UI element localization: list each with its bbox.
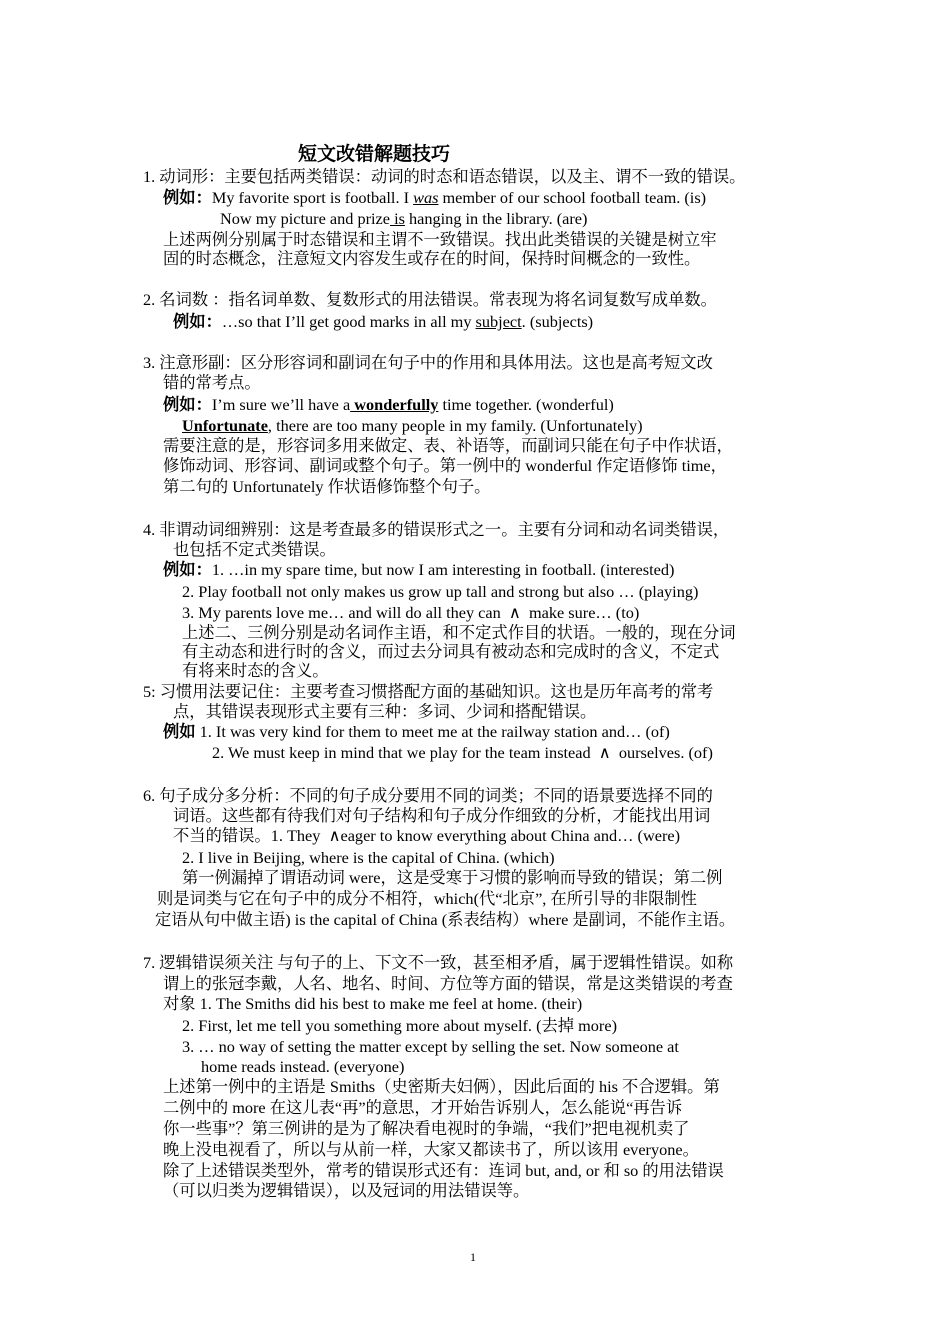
- section-3-explanation: 第二句的 Unfortunately 作状语修饰整个句子。: [163, 477, 491, 496]
- section-5-example-1: [163, 722, 670, 742]
- section-3-explanation: 需要注意的是，形容词多用来做定、表、补语等，而副词只能在句子中作状语，: [163, 436, 733, 455]
- section-1-example-2: [220, 209, 587, 229]
- section-4-example-3: 3. My parents love me… and will do all they can ∧ make sure… (to): [182, 603, 640, 622]
- example-label: 例如: [163, 722, 196, 741]
- example-label: 例如：: [163, 560, 212, 579]
- section-4-heading: 4. 非谓动词细辨别：这是考查最多的错误形式之一。主要有分词和动名词类错误，: [143, 520, 730, 539]
- section-2-example: [173, 312, 593, 332]
- example-text: 1. …in my spare time, but now I am interesting in football. (interested): [211, 560, 675, 579]
- section-6-heading: 不当的错误。1. They ∧eager to know everything about China and… (were): [173, 826, 681, 845]
- error-word: was: [413, 188, 439, 207]
- page-number: 1: [470, 1250, 476, 1264]
- example-text: …so that I’ll get good marks in all my: [221, 312, 476, 331]
- section-4-example-1: [163, 560, 674, 580]
- error-word: wonderfully: [350, 395, 439, 414]
- example-text: member of our school football team. (is): [438, 188, 707, 207]
- example-label: 例如：: [163, 188, 212, 207]
- section-7-explanation: 除了上述错误类型外，常考的错误形式还有：连词 but, and, or 和 so 的用法错误: [163, 1161, 724, 1180]
- section-6-explanation: 则是词类与它在句子中的成分不相符，which(代“北京”, 在所引导的非限制性: [157, 889, 697, 908]
- section-1-heading: 1. 动词形：主要包括两类错误：动词的时态和语态错误，以及主、谓不一致的错误。: [143, 167, 746, 186]
- section-4-example-2: 2. Play football not only makes us grow up tall and strong but also … (playing): [182, 582, 699, 601]
- example-text: My favorite sport is football. I: [211, 188, 414, 207]
- section-4-heading: 也包括不定式类错误。: [173, 540, 336, 559]
- example-text: time together. (wonderful): [438, 395, 614, 414]
- section-6-heading: 词语。这些都有待我们对句子结构和句子成分作细致的分析，才能找出用词: [173, 806, 711, 825]
- section-7-explanation: 二例中的 more 在这儿表“再”的意思，才开始告诉别人，怎么能说“再告诉: [163, 1098, 683, 1117]
- example-label: 例如：: [173, 312, 222, 331]
- error-word: Unfortunate: [182, 416, 268, 435]
- example-label: 例如：: [163, 395, 212, 414]
- section-7-explanation: 晚上没电视看了，所以与从前一样，大家又都读书了，所以该用 everyone。: [163, 1140, 699, 1159]
- section-3-heading: 3. 注意形副：区分形容词和副词在句子中的作用和具体用法。这也是高考短文改: [143, 353, 713, 372]
- section-3-explanation: 修饰动词、形容词、副词或整个句子。第一例中的 wonderful 作定语修饰 time，: [163, 456, 727, 475]
- section-6-heading: 6. 句子成分多分析：不同的句子成分要用不同的词类；不同的语景要选择不同的: [143, 786, 713, 805]
- section-7-explanation: 上述第一例中的主语是 Smiths（史密斯夫妇俩），因此后面的 his 不合逻辑。第: [163, 1077, 720, 1096]
- section-3-example-2: [182, 416, 643, 436]
- section-7-example-2: 2. First, let me tell you something more about myself. (去掉 more): [182, 1016, 617, 1035]
- section-5-heading: 5: 习惯用法要记住：主要考查习惯搭配方面的基础知识。这也是历年高考的常考: [143, 682, 714, 701]
- section-7-heading: 7. 逻辑错误须关注 与句子的上、下文不一致，甚至相矛盾，属于逻辑性错误。如称: [143, 953, 734, 972]
- section-6-explanation: 第一例漏掉了谓语动词 were，这是受寒于习惯的影响而导致的错误；第二例: [182, 868, 723, 887]
- error-word: is: [390, 209, 405, 228]
- section-3-heading: 错的常考点。: [163, 373, 261, 392]
- section-7-explanation: （可以归类为逻辑错误），以及冠词的用法错误等。: [163, 1181, 530, 1200]
- section-3-example-1: [163, 395, 614, 415]
- section-4-explanation: 有将来时态的含义。: [182, 661, 329, 680]
- example-text: I’m sure we’ll have a: [211, 395, 351, 414]
- section-2-heading: 2. 名词数 ：指名词单数、复数形式的用法错误。常表现为将名词复数写成单数。: [143, 290, 717, 309]
- example-text: . (subjects): [521, 312, 594, 331]
- section-6-example-2: 2. I live in Beijing, where is the capital of China. (which): [182, 848, 555, 867]
- section-7-example-3: home reads instead. (everyone): [201, 1057, 405, 1076]
- section-7-heading: 对象 1. The Smiths did his best to make me feel at home. (their): [163, 994, 583, 1013]
- section-1-explanation: 固的时态概念，注意短文内容发生或存在的时间，保持时间概念的一致性。: [163, 249, 701, 268]
- section-6-explanation: 定语从句中做主语) is the capital of China (系表结构）where 是副词，不能作主语。: [155, 910, 736, 929]
- error-word: subject: [475, 312, 522, 331]
- section-1-example-1: [163, 188, 706, 208]
- section-7-example-3: 3. … no way of setting the matter except by selling the set. Now someone at: [182, 1037, 679, 1056]
- example-text: 1. It was very kind for them to meet me at the railway station and… (of): [195, 722, 670, 741]
- section-4-explanation: 有主动态和进行时的含义，而过去分词具有被动态和完成时的含义，不定式: [182, 642, 720, 661]
- section-7-heading: 谓上的张冠李戴，人名、地名、时间、方位等方面的错误，常是这类错误的考查: [163, 974, 733, 993]
- example-text: Now my picture and prize: [220, 209, 390, 228]
- section-7-explanation: 你一些事”？第三例讲的是为了解决看电视时的争端，“我们”把电视机卖了: [163, 1119, 690, 1138]
- section-5-example-2: 2. We must keep in mind that we play for the team instead ∧ ourselves. (of): [212, 743, 713, 762]
- page-title: 短文改错解题技巧: [298, 144, 451, 165]
- example-text: hanging in the library. (are): [404, 209, 588, 228]
- section-5-heading: 点，其错误表现形式主要有三种：多词、少词和搭配错误。: [173, 702, 597, 721]
- example-text: , there are too many people in my family. (Unfortunately): [267, 416, 643, 435]
- section-1-explanation: 上述两例分别属于时态错误和主谓不一致错误。找出此类错误的关键是树立牢: [163, 230, 717, 249]
- section-4-explanation: 上述二、三例分别是动名词作主语，和不定式作目的状语。一般的，现在分词: [182, 623, 736, 642]
